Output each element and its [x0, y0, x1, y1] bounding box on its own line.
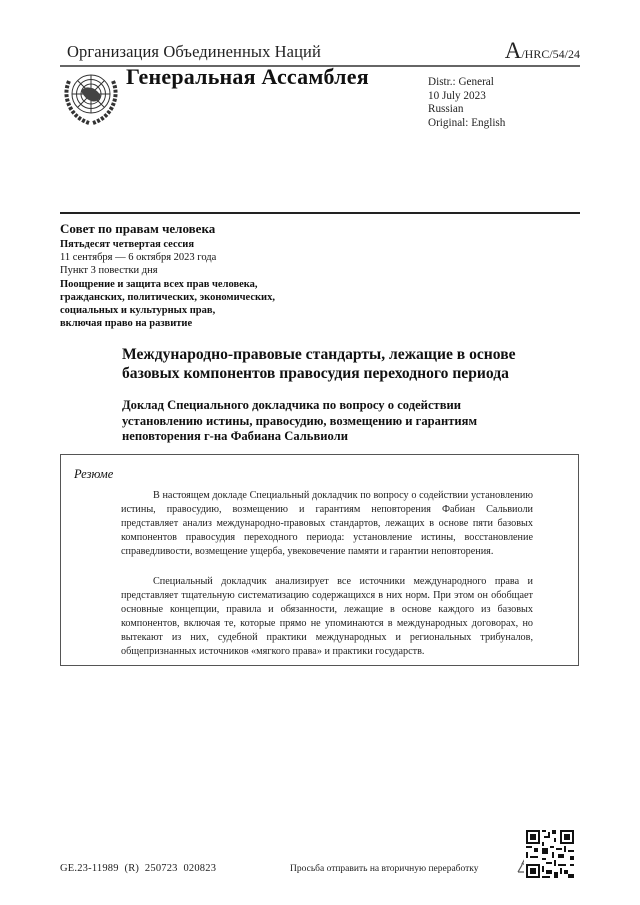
- agenda-title-line: гражданских, политических, экономических,: [60, 291, 275, 303]
- date-line: 10 July 2023: [428, 89, 486, 102]
- language-line: Russian: [428, 103, 464, 115]
- section-rule: [60, 212, 580, 214]
- document-code: GE.23-11989 (R) 250723 020823: [60, 863, 217, 874]
- subtitle-line: Доклад Специального докладчика по вопросу о содействии: [122, 398, 462, 412]
- symbol-rest: /HRC/54/24: [521, 47, 580, 61]
- session-info: [60, 238, 275, 330]
- general-assembly-heading: Генеральная Ассамблея: [126, 64, 369, 89]
- subtitle-line: неповторения г-на Фабиана Сальвиоли: [122, 429, 348, 443]
- document-subtitle: [122, 398, 552, 445]
- summary-paragraph-text: Специальный докладчик анализирует все источники международного права и представляет тщательную систематизацию содержащихся в них норм. При этом он обобщает основные концепции, правила и обязанности, лежащие в основе каждого из базовых компонентов, включая те, которые прямо не упоминаются в международных договорах, но вытекают из них, судебной практики международных и региональных трибуналов, общепризнанных источников «мягкого права» и практики государств.: [121, 576, 533, 658]
- distribution-line: Distr.: General: [428, 76, 494, 88]
- distribution-info: [428, 76, 505, 130]
- summary-paragraph: [121, 489, 533, 559]
- original-language-line: Original: English: [428, 116, 506, 129]
- un-emblem-icon: [61, 67, 121, 127]
- session-name: Пятьдесят четвертая сессия: [60, 239, 195, 250]
- qr-code-icon: [524, 828, 576, 880]
- summary-paragraph-text: В настоящем докладе Специальный докладчик по вопросу о содействии установлению истины, правосудию, возмещению и гарантиям неповторения Фабиан Сальвиоли представляет анализ международно-правовых стандартов, лежащих в основе пяти базовых компонентов правосудия переходного периода: установление истины, восстановление справедливости, возмещение ущерба, увековечение памяти и гарантии неповторения.: [121, 490, 533, 558]
- title-line: базовых компонентов правосудия переходного периода: [122, 365, 509, 382]
- document-title: [122, 345, 552, 383]
- session-dates: 11 сентября — 6 октября 2023 года: [60, 252, 217, 264]
- agenda-title-line: Поощрение и защита всех прав человека,: [60, 278, 258, 290]
- agenda-item: Пункт 3 повестки дня: [60, 265, 158, 277]
- agenda-title-line: социальных и культурных прав,: [60, 305, 216, 317]
- agenda-title-line: включая право на развитие: [60, 318, 193, 330]
- document-symbol: [505, 38, 580, 64]
- organization-name: Организация Объединенных Наций: [67, 42, 321, 61]
- symbol-prefix: A: [504, 38, 522, 63]
- summary-paragraph: [121, 575, 533, 660]
- recycle-notice: Просьба отправить на вторичную переработку: [290, 864, 479, 874]
- council-name: Совет по правам человека: [60, 221, 216, 236]
- summary-label: Резюме: [74, 467, 114, 481]
- title-line: Международно-правовые стандарты, лежащие в основе: [122, 346, 516, 363]
- subtitle-line: установлению истины, правосудию, возмещению и гарантиям: [122, 413, 478, 428]
